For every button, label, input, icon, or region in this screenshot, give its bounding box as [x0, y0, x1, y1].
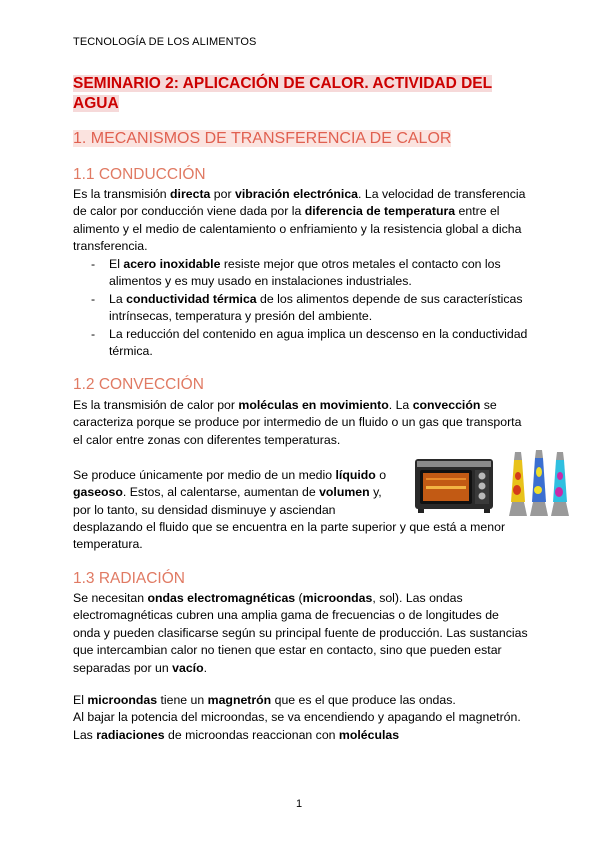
radiacion-paragraph-1: Se necesitan ondas electromagnéticas (microondas, sol). Las ondas electromagnéticas cubren una amplia gama de frecuencias o de longitudes de onda y pueden clasificarse según su principal fuente de producción. Las sustancias que intercambian calor no tienen que estar en contacto, sino que pueden estar separadas por un vacío.	[73, 591, 528, 675]
section-1-1-heading: 1.1 CONDUCCIÓN	[73, 166, 206, 183]
page-header: TECNOLOGÍA DE LOS ALIMENTOS	[73, 36, 257, 48]
section-1-heading-text: 1. MECANISMOS DE TRANSFERENCIA DE CALOR	[73, 130, 452, 147]
conveccion-paragraph-2: Se produce únicamente por medio de un medio líquido o gaseoso. Estos, al calentarse, aumentan de volumen y, por lo tanto, su densidad disminuye y asciendan	[73, 468, 387, 517]
page-number: 1	[296, 798, 303, 810]
section-1-2-heading: 1.2 CONVECCIÓN	[73, 376, 204, 393]
toaster-oven-image	[414, 456, 494, 514]
title-line-2: AGUA	[73, 95, 119, 112]
list-item: - La reducción del contenido en agua implica un descenso en la conductividad térmica.	[91, 326, 528, 359]
list-item: - La conductividad térmica de los alimentos depende de sus características intrínsecas, temperatura y presión del ambiente.	[91, 291, 523, 324]
list-item: - El acero inoxidable resiste mejor que otros metales el contacto con los alimentos y es muy usado en instalaciones industriales.	[91, 257, 501, 289]
conveccion-paragraph-1: Es la transmisión de calor por moléculas en movimiento. La convección se caracteriza porque se produce por intermedio de un fluido o un gas que transporta el calor entre zonas con diferentes temperaturas.	[73, 398, 522, 447]
section-1-3-heading: 1.3 RADIACIÓN	[73, 570, 185, 587]
document-title	[73, 74, 503, 114]
title-line-1: SEMINARIO 2: APLICACIÓN DE CALOR. ACTIVIDAD DEL	[73, 75, 493, 92]
lava-lamps-image	[508, 446, 570, 518]
conduccion-bullet-list	[73, 256, 528, 360]
radiacion-paragraph-2: El microondas tiene un magnetrón que es el que produce las ondas. Al bajar la potencia del microondas, se va encendiendo y apagando el magnetrón. Las radiaciones de microondas reaccionan con moléculas	[73, 693, 521, 742]
section-1-heading	[73, 130, 451, 148]
conveccion-paragraph-2-cont: desplazando el fluido que se encuentra en la parte superior y que está a menor temperatura.	[73, 520, 506, 552]
conduccion-paragraph: Es la transmisión directa por vibración electrónica. La velocidad de transferencia de calor por conducción viene dada por la diferencia de temperatura entre el alimento y el medio de calentamiento o enfriamiento y la resistencia global a dicha transferencia.	[73, 187, 526, 254]
